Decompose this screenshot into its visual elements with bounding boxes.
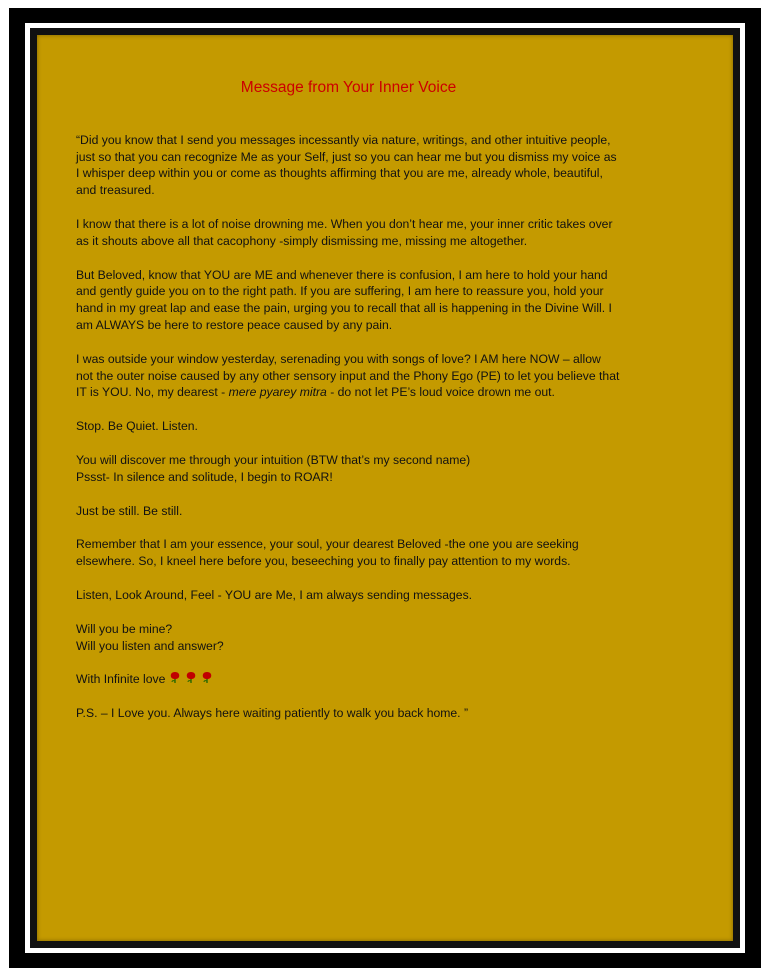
paragraph-5: Stop. Be Quiet. Listen. — [76, 419, 198, 434]
signoff — [76, 671, 621, 688]
paragraph-9: Listen, Look Around, Feel - YOU are Me, I am always sending messages. — [76, 587, 473, 602]
signoff-text: With Infinite love — [76, 672, 166, 687]
paragraph-6-line-1: You will discover me through your intuition (BTW that’s my second name) — [76, 452, 471, 467]
paragraph-10-line-1: Will you be mine? — [76, 621, 173, 636]
paragraph-6-line-2: Pssst- In silence and solitude, I begin to ROAR! — [76, 469, 333, 484]
paragraph-7: Just be still. Be still. — [76, 503, 183, 518]
message-body — [76, 80, 621, 722]
rose-icon — [169, 671, 181, 684]
paragraph-10-line-2: Will you listen and answer? — [76, 638, 224, 653]
postscript: P.S. – I Love you. Always here waiting patiently to walk you back home. ” — [76, 706, 469, 721]
paragraph-8: Remember that I am your essence, your soul, your dearest Beloved -the one you are seeking elsewhere. So, I kneel here before you, beseeching you to finally pay attention to my words. — [76, 537, 579, 569]
paragraph-4-end: - do not let PE’s loud voice drown me out. — [326, 385, 555, 400]
paragraph-3: But Beloved, know that YOU are ME and whenever there is confusion, I am here to hold your hand and gently guide you on to the right path. If you are suffering, I am here to reassure you, hold your hand in my great lap and ease the pain, urging you to recall that all is happening in the Divine Will. I am ALWAYS be here to restore peace caused by any pain. — [76, 267, 612, 332]
rose-icon — [185, 671, 197, 684]
paragraph-6 — [76, 452, 621, 486]
paragraph-4 — [76, 351, 621, 401]
paragraph-10 — [76, 621, 621, 655]
paragraph-2: I know that there is a lot of noise drowning me. When you don’t hear me, your inner critic takes over as it shouts above all that cacophony -simply dismissing me, missing me altogether. — [76, 216, 613, 248]
paragraph-4-italic: mere pyarey mitra — [228, 385, 327, 400]
rose-icon — [201, 671, 213, 684]
paragraph-4-text: I was outside your window yesterday, serenading you with songs of love? I AM here NOW – allow not the outer noise caused by any other sensory input and the Phony Ego (PE) to let you believe that IT is YOU. No, my dearest - — [76, 351, 620, 400]
paragraph-1: “Did you know that I send you messages incessantly via nature, writings, and other intuitive people, just so that you can recognize Me as your Self, just so you can hear me but you dismiss my voice as I whisper deep within you or come as thoughts affirming that you are me, already whole, beautiful, and treasured. — [76, 132, 617, 198]
page-title: Message from Your Inner Voice — [240, 79, 457, 96]
